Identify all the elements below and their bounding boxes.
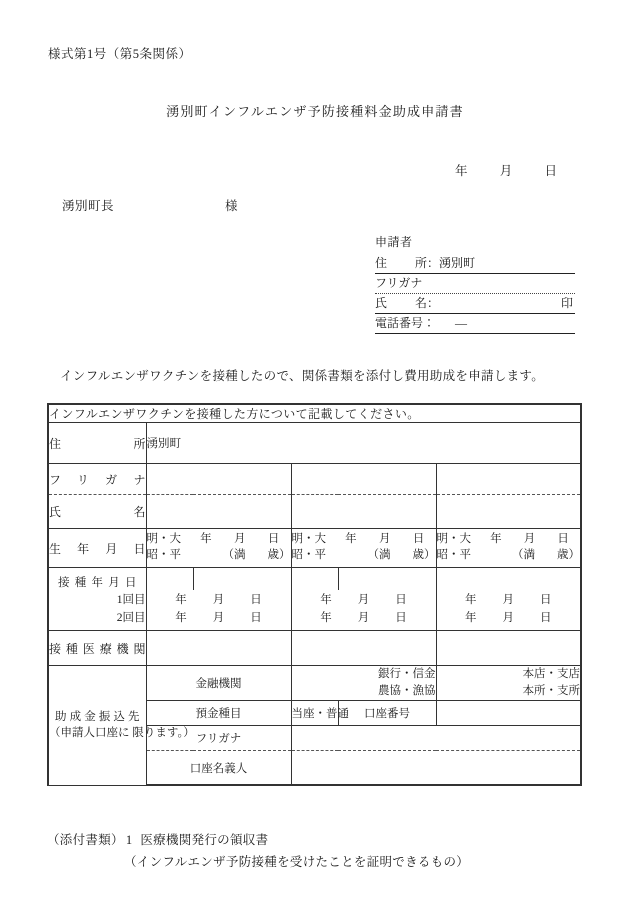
birth-age-suffix-2: 歳） xyxy=(412,549,436,561)
account-number-value[interactable] xyxy=(436,701,581,726)
dose1-day-1: 日 xyxy=(250,594,262,606)
account-holder-value[interactable] xyxy=(291,751,581,786)
table-header-note: インフルエンザワクチンを接種した方について記載してください。 xyxy=(48,404,581,423)
furigana-cell-1[interactable] xyxy=(146,464,291,495)
account-number-label: 口座番号 xyxy=(338,701,436,726)
bank-label-line2: （申請人口座に xyxy=(49,727,130,740)
birthdate-cell-3[interactable] xyxy=(436,529,581,568)
addressee-honorific: 様 xyxy=(225,199,238,213)
birth-month-3: 月 xyxy=(523,533,536,546)
dose2-date-cell-2[interactable] xyxy=(291,608,436,631)
date-year-label: 年 xyxy=(455,164,468,178)
birth-era-3a: 明・大 xyxy=(436,533,471,546)
applicant-name-separator: ： xyxy=(427,296,440,310)
birth-age-suffix-3: 歳） xyxy=(557,549,581,561)
dose1-date-cell-1[interactable] xyxy=(146,590,291,608)
date-day-label: 日 xyxy=(544,164,558,178)
birth-era-3b: 昭・平 xyxy=(436,549,471,561)
attachment-note-1: （インフルエンザ予防接種を受けたことを証明できるもの） xyxy=(124,855,470,869)
birth-year-2: 年 xyxy=(345,533,357,546)
applicant-address-separator: ： xyxy=(427,256,440,270)
applicant-tel-label: 電話番号： xyxy=(375,316,436,330)
medical-institution-cell-2[interactable] xyxy=(291,631,436,666)
name-cell-1[interactable] xyxy=(146,495,291,529)
applicant-tel-row xyxy=(375,314,575,334)
applicant-name-row xyxy=(375,294,575,314)
dose1-day-2: 日 xyxy=(395,594,407,606)
dose1-year-1: 年 xyxy=(175,594,187,606)
bank-furigana-value[interactable] xyxy=(291,726,581,751)
applicant-address-label: 住所 xyxy=(375,256,427,270)
form-number: 様式第1号（第5条関係） xyxy=(48,47,192,61)
row-label-furigana: フリガナ xyxy=(49,472,146,487)
branch-type-line2: 本所・支所 xyxy=(522,685,581,697)
table-row-vaccination-date xyxy=(48,568,581,591)
table-row-name xyxy=(48,495,581,529)
dose1-date-cell-2[interactable] xyxy=(291,590,436,608)
table-row-birthdate xyxy=(48,529,581,568)
furigana-cell-3[interactable] xyxy=(436,464,581,495)
bank-label-line1: 助成金振込先 xyxy=(55,710,140,723)
birthdate-cell-1[interactable] xyxy=(146,529,291,568)
row-label-vaccination-date: 接種年月日 xyxy=(58,577,137,589)
table-row-address xyxy=(48,423,581,464)
birth-age-suffix-1: 歳） xyxy=(267,549,291,561)
birth-era-1a: 明・大 xyxy=(146,533,181,546)
account-type-options[interactable]: 当座・普通 xyxy=(291,701,338,726)
table-header-row xyxy=(48,404,581,423)
applicant-heading: 申請者 xyxy=(375,235,413,249)
birth-era-1b: 昭・平 xyxy=(146,549,181,561)
dose2-month-2: 月 xyxy=(357,612,370,624)
row-label-name: 氏名 xyxy=(49,505,146,519)
row-label-birthdate: 生年月日 xyxy=(49,541,146,556)
birth-era-2a: 明・大 xyxy=(291,533,326,546)
dose1-month-1: 月 xyxy=(212,594,225,606)
dose2-day-3: 日 xyxy=(540,612,552,624)
dose1-month-3: 月 xyxy=(502,594,515,606)
dose1-label: 1回目 xyxy=(48,590,146,608)
dose2-day-2: 日 xyxy=(395,612,407,624)
date-line xyxy=(455,161,557,179)
dose2-date-cell-3[interactable] xyxy=(436,608,581,631)
dose1-year-2: 年 xyxy=(320,594,332,606)
birth-age-prefix-3: （満 xyxy=(512,549,536,561)
account-type-label: 預金種目 xyxy=(146,701,291,726)
attachments-line xyxy=(47,830,268,848)
table-row-medical-institution xyxy=(48,631,581,666)
row-label-medical-institution: 接種医療機関 xyxy=(49,641,146,656)
name-cell-3[interactable] xyxy=(436,495,581,529)
table-row-dose1 xyxy=(48,590,581,608)
statement-text: インフルエンザワクチンを接種したので、関係書類を添付し費用助成を申請します。 xyxy=(60,369,545,383)
applicant-address-row xyxy=(375,254,575,274)
bank-institution-label: 金融機関 xyxy=(146,666,291,701)
name-cell-2[interactable] xyxy=(291,495,436,529)
applicant-address-value[interactable]: 湧別町 xyxy=(439,256,476,270)
dose2-month-1: 月 xyxy=(212,612,225,624)
address-value-cell[interactable]: 湧別町 xyxy=(146,423,581,464)
table-row-bank-institution xyxy=(48,666,581,701)
applicant-details-table xyxy=(47,403,582,786)
applicant-name-label: 氏名 xyxy=(375,296,427,310)
bank-institution-type-cell[interactable] xyxy=(291,666,436,701)
dose2-year-3: 年 xyxy=(465,612,477,624)
dose2-date-cell-1[interactable] xyxy=(146,608,291,631)
bank-branch-type-cell[interactable] xyxy=(436,666,581,701)
dose1-date-cell-3[interactable] xyxy=(436,590,581,608)
bank-type-line2: 農協・漁協 xyxy=(378,685,436,697)
birth-age-prefix-1: （満 xyxy=(222,549,246,561)
bank-type-line1: 銀行・信金 xyxy=(378,668,436,681)
applicant-furigana-row[interactable] xyxy=(375,274,575,294)
branch-type-line1: 本店・支店 xyxy=(522,668,581,681)
attachments-label: （添付書類） xyxy=(47,833,124,847)
birth-age-prefix-2: （満 xyxy=(367,549,391,561)
birth-month-1: 月 xyxy=(233,533,246,546)
bank-furigana-label: フリガナ xyxy=(146,726,291,751)
birth-year-3: 年 xyxy=(490,533,502,546)
date-month-label: 月 xyxy=(499,164,513,178)
table-row-furigana xyxy=(48,464,581,495)
attachment-item-1: 医療機関発行の領収書 xyxy=(140,833,269,847)
bank-block-label xyxy=(48,666,195,786)
birth-day-1: 日 xyxy=(267,533,280,546)
bank-label-line3: 限ります。） xyxy=(132,727,195,740)
dose2-month-3: 月 xyxy=(502,612,515,624)
birth-day-3: 日 xyxy=(557,533,569,546)
medical-institution-cell-1[interactable] xyxy=(146,631,291,666)
dose1-day-3: 日 xyxy=(540,594,552,606)
dose1-year-3: 年 xyxy=(465,594,477,606)
dose2-label: 2回目 xyxy=(48,608,146,631)
dose2-year-1: 年 xyxy=(175,612,187,624)
attachment-number: 1 xyxy=(125,833,133,847)
seal-mark: 印 xyxy=(560,296,573,310)
dose1-month-2: 月 xyxy=(357,594,370,606)
addressee: 湧別町長 xyxy=(62,199,115,213)
birth-month-2: 月 xyxy=(378,533,391,546)
table-row-dose2 xyxy=(48,608,581,631)
page-title: 湧別町インフルエンザ予防接種料金助成申請書 xyxy=(166,104,464,119)
applicant-tel-dash: ― xyxy=(455,316,468,330)
dose2-year-2: 年 xyxy=(320,612,332,624)
medical-institution-cell-3[interactable] xyxy=(436,631,581,666)
furigana-cell-2[interactable] xyxy=(291,464,436,495)
dose2-day-1: 日 xyxy=(250,612,262,624)
applicant-furigana-label: フリガナ xyxy=(375,276,423,290)
row-label-address: 住所 xyxy=(49,436,146,451)
birth-year-1: 年 xyxy=(200,533,212,546)
account-holder-label: 口座名義人 xyxy=(146,751,291,786)
applicant-block xyxy=(375,233,575,334)
birth-era-2b: 昭・平 xyxy=(291,549,326,561)
birth-day-2: 日 xyxy=(412,533,425,546)
birthdate-cell-2[interactable] xyxy=(291,529,436,568)
